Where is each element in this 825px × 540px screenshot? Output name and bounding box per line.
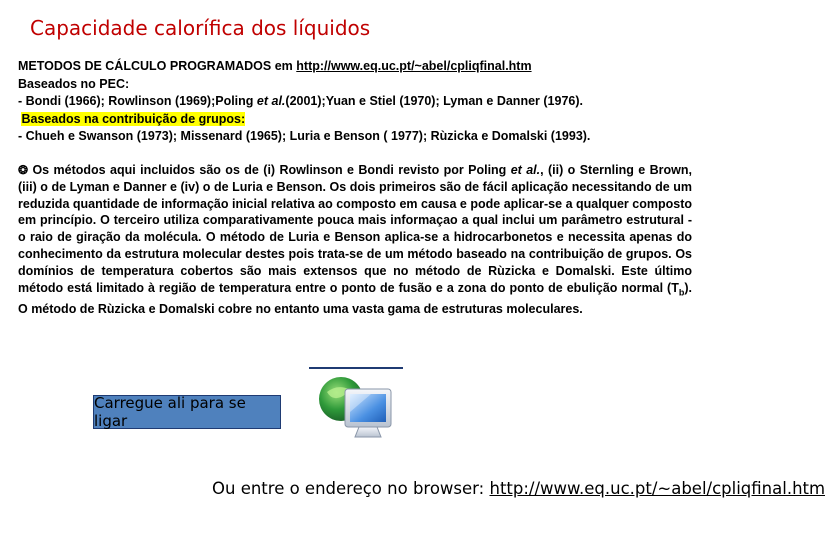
desc-text-1: Os métodos aqui incluidos são os de (i) Rowlinson e Bondi revisto por Poling: [28, 163, 511, 177]
desc-subscript: b: [678, 287, 685, 298]
group-methods: - Chueh e Swanson (1973); Missenard (1965); Luria e Benson ( 1977); Rùzicka e Domalski (1993).: [18, 129, 591, 143]
network-computer-icon-graphic: [309, 367, 403, 449]
connect-button[interactable]: Carregue ali para se ligar: [93, 395, 281, 429]
address-prefix: Ou entre o endereço no browser:: [212, 479, 490, 498]
methods-link[interactable]: http://www.eq.uc.pt/~abel/cpliqfinal.htm: [296, 59, 532, 73]
address-instruction: [212, 479, 825, 498]
pec-heading: Baseados no PEC:: [18, 76, 130, 91]
icon-top-border: [309, 367, 403, 369]
page-title: Capacidade calorífica dos líquidos: [30, 16, 371, 40]
et-al: et al.: [256, 94, 286, 108]
methods-line: [18, 58, 708, 76]
pec-methods-text: - Bondi (1966); Rowlinson (1969);Poling: [18, 94, 257, 108]
group-heading: Baseados na contribuição de grupos:: [21, 111, 246, 126]
desc-et-al: et al.: [510, 163, 541, 177]
address-link[interactable]: http://www.eq.uc.pt/~abel/cpliqfinal.htm: [489, 479, 825, 498]
methods-label: METODOS DE CÁLCULO PROGRAMADOS em: [18, 59, 297, 73]
pec-methods-text-2: (2001);Yuan e Stiel (1970); Lyman e Danner (1976).: [285, 94, 583, 108]
desc-text-3: ). O método de Rùzicka e Domalski cobre no entanto uma vasta gama de estruturas moleculares.: [18, 280, 692, 316]
description-paragraph: [18, 162, 692, 318]
pec-methods: [18, 93, 708, 111]
methods-block: [18, 58, 708, 146]
bullet-icon: ❂: [18, 163, 29, 177]
desc-text-2: , (ii) o Sternling e Brown, (iii) o de Lyman e Danner e (iv) o de Luria e Benson. Os dois primeiros são de fácil aplicação necessitando de um reduzida quantidade de informação inicial relativa ao composto em causa e pode aplicar-se a qualquer composto em princípio. O terceiro utiliza comparativamente pouca mais informaçao a qual inclui um parâmetro estrutural - o raio de giração da molécula. O método de Luria e Benson aplica-se a hidrocarbonetos e necessita apenas do conhecimento da estrutura molecular destes pois trata-se de um método baseado na contribuição de grupos. Os domínios de temperatura cobertos são mais extensos que no método de Rùzicka e Domalski. Este último método está limitado à região de temperatura entre o ponto de fusão e a zona do ponto de ebulição normal (T: [18, 163, 692, 295]
network-computer-icon[interactable]: [309, 367, 403, 449]
group-heading-line: [18, 111, 708, 129]
